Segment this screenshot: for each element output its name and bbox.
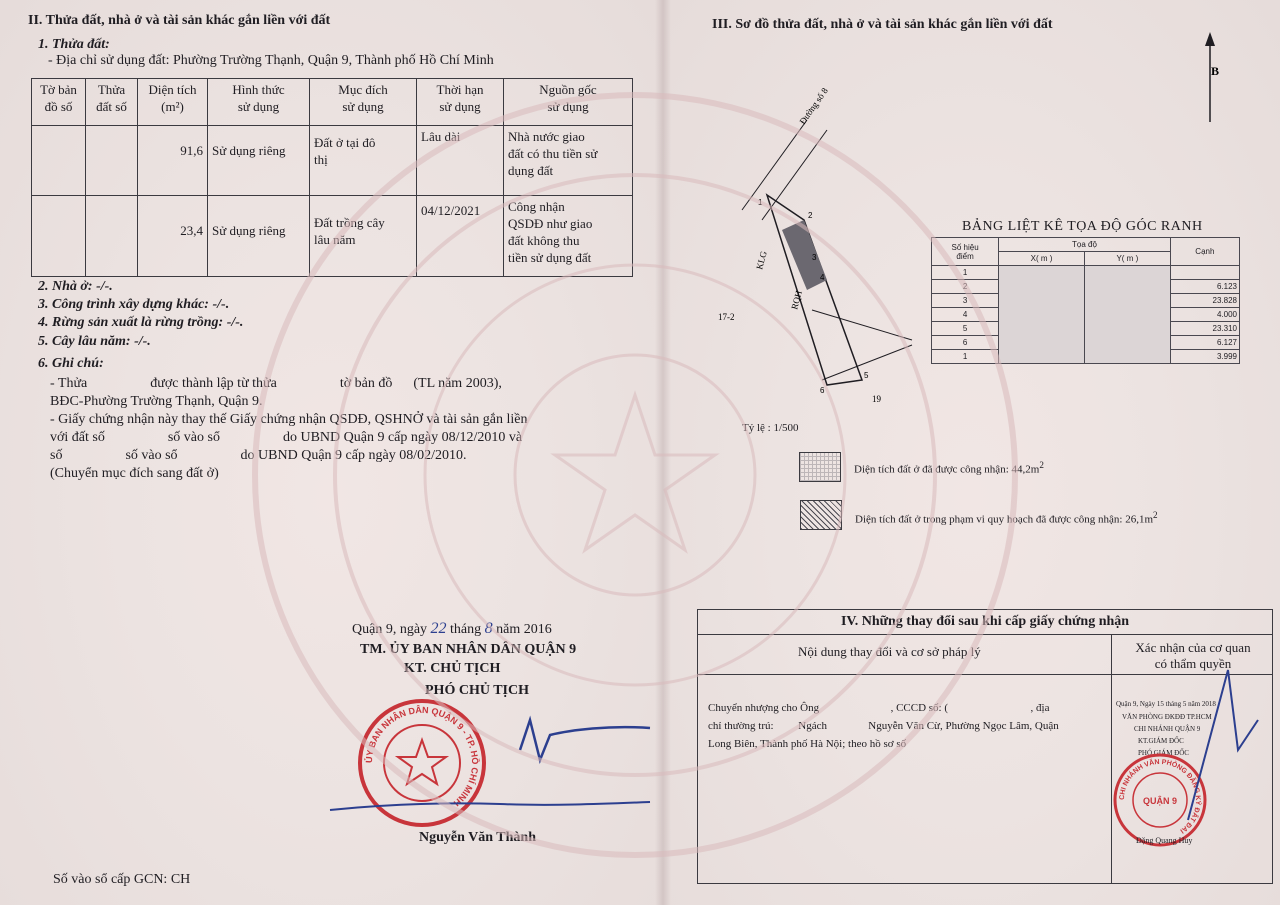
note-line: với đất số số vào sổ do UBND Quận 9 cấp ngày 08/12/2010 và xyxy=(50,430,523,445)
coord-table-title: BẢNG LIỆT KÊ TỌA ĐỘ GÓC RANH xyxy=(962,219,1203,234)
coord-header-y: Y( m ) xyxy=(1084,252,1170,266)
perennial-trees-item: 5. Cây lâu năm: -/-. xyxy=(38,334,151,349)
forest-item: 4. Rừng sản xuất là rừng trồng: -/-. xyxy=(38,315,244,330)
change-entry-line: Chuyển nhượng cho Ông , CCCD số: ( , địa xyxy=(708,702,1050,714)
coord-point: 3 xyxy=(932,294,999,308)
change-entry-line: Long Biên, Thành phố Hà Nội; theo hồ sơ số xyxy=(708,738,907,750)
table-row xyxy=(932,266,1240,280)
point-label: 3 xyxy=(812,253,817,262)
coord-point: 4 xyxy=(932,308,999,322)
page-fold xyxy=(655,0,671,905)
change-entry-line: chỉ thường trú: Ngách Nguyễn Văn Cừ, Phường Ngọc Lâm, Quận xyxy=(708,720,1059,732)
legend-swatch-hatch xyxy=(800,500,842,530)
cell-use-origin: Công nhận QSDĐ như giao đất không thu tiền sử dụng đất xyxy=(504,196,633,277)
table-row xyxy=(32,126,633,196)
cell-map-sheet xyxy=(32,126,86,196)
land-plot-heading: 1. Thửa đất: xyxy=(38,37,110,52)
header-area: Diện tích (m²) xyxy=(138,79,208,126)
land-table-header xyxy=(32,79,633,126)
coord-point: 5 xyxy=(932,322,999,336)
cell-use-purpose: Đất ở tại đô thị xyxy=(310,126,417,196)
note-line: - Giấy chứng nhận này thay thế Giấy chứng nhận QSDĐ, QSHNỞ và tài sản gắn liền xyxy=(50,412,528,427)
cell-area: 91,6 xyxy=(138,126,208,196)
cell-use-term: 04/12/2021 xyxy=(417,196,504,277)
notes-heading: 6. Ghi chú: xyxy=(38,356,104,371)
confirm-branch: CHI NHÁNH QUẬN 9 xyxy=(1134,725,1201,733)
coord-y-redacted xyxy=(1084,266,1170,364)
cell-area: 23,4 xyxy=(138,196,208,277)
coord-edge: 4.000 xyxy=(1170,308,1239,322)
coord-edge: 23.310 xyxy=(1170,322,1239,336)
legend-swatch-dots xyxy=(799,452,841,482)
point-label: 6 xyxy=(820,386,825,395)
cell-map-sheet xyxy=(32,196,86,277)
note-line: (Chuyển mục đích sang đất ở) xyxy=(50,466,219,481)
cell-use-purpose: Đất trồng cây lâu năm xyxy=(310,196,417,277)
header-use-form: Hình thức sử dụng xyxy=(208,79,310,126)
signature xyxy=(320,700,660,820)
confirm-title: PHÓ GIÁM ĐỐC xyxy=(1138,749,1189,757)
note-line: số số vào sổ do UBND Quận 9 cấp ngày 08/02/2010. xyxy=(50,448,467,463)
legend-recognized-area: Diện tích đất ở đã được công nhận: $44,2m^2$ xyxy=(854,460,1044,476)
header-plot-number: Thửa đất số xyxy=(86,79,138,126)
section-iii-title: III. Sơ đồ thửa đất, nhà ở và tài sản khác gắn liền với đất xyxy=(712,17,1053,32)
other-construction-item: 3. Công trình xây dựng khác: -/-. xyxy=(38,297,230,312)
note-line: - Thửa được thành lập từ thửa tờ bản đồ (TL năm 2003), xyxy=(50,376,502,391)
signer-org: TM. ỦY BAN NHÂN DÂN QUẬN 9 xyxy=(360,642,577,657)
point-label: 5 xyxy=(864,371,869,380)
section-ii-title: II. Thửa đất, nhà ở và tài sản khác gắn liền với đất xyxy=(28,13,331,28)
coord-table xyxy=(931,237,1240,364)
coord-edge: 6.127 xyxy=(1170,336,1239,350)
header-use-origin: Nguồn gốc sử dụng xyxy=(504,79,633,126)
coord-header-point: Số hiệu điểm xyxy=(932,238,999,266)
signer-name: Nguyễn Văn Thành xyxy=(419,830,536,845)
cell-plot-number xyxy=(86,126,138,196)
changes-col-confirm: Xác nhận của cơ quan có thẩm quyền xyxy=(1135,640,1251,671)
coord-edge: 6.123 xyxy=(1170,280,1239,294)
north-label: B xyxy=(1211,64,1220,78)
coord-header-edge: Cạnh xyxy=(1170,238,1239,266)
land-address: - Địa chỉ sử dụng đất: Phường Trường Thạnh, Quận 9, Thành phố Hồ Chí Minh xyxy=(48,53,494,68)
svg-text:ỦY BAN NHÂN DÂN QUẬN 9 - TP. H: ỦY BAN NHÂN DÂN QUẬN 9 - TP. HỒ CHÍ MINH xyxy=(363,704,481,809)
header-use-term: Thời hạn sử dụng xyxy=(417,79,504,126)
legend-planning-area: Diện tích đất ở trong phạm vi quy hoạch đã được công nhận: $26,1m^2$ xyxy=(855,510,1158,526)
cell-use-form: Sử dụng riêng xyxy=(208,196,310,277)
changes-title: IV. Những thay đổi sau khi cấp giấy chứng nhận xyxy=(698,610,1272,635)
coord-point: 1 xyxy=(932,350,999,364)
registry-number: Số vào sổ cấp GCN: CH xyxy=(53,872,191,887)
cell-use-term: Lâu dài xyxy=(417,126,504,196)
coord-edge xyxy=(1170,266,1239,280)
confirm-signature xyxy=(1168,660,1268,830)
plot-label: 17-2 xyxy=(718,312,735,322)
point-label: 1 xyxy=(758,198,763,207)
cell-use-form: Sử dụng riêng xyxy=(208,126,310,196)
note-line: BĐC-Phường Trường Thạnh, Quận 9. xyxy=(50,394,263,409)
changes-section xyxy=(697,609,1273,884)
coord-header-x: X( m ) xyxy=(999,252,1085,266)
coord-x-redacted xyxy=(999,266,1085,364)
coord-point: 6 xyxy=(932,336,999,350)
scale-label: Tỷ lệ : 1/500 xyxy=(742,422,799,434)
confirm-signer-name: Đặng Quang Huy xyxy=(1136,836,1193,845)
road-label: Đường số 8 xyxy=(797,85,830,127)
confirm-date: Quận 9, Ngày 15 tháng 5 năm 2018 xyxy=(1116,700,1216,708)
plot-label: 19 xyxy=(872,394,881,404)
coord-edge: 3.999 xyxy=(1170,350,1239,364)
plot-sketch xyxy=(712,85,932,410)
svg-text:CHI NHÁNH VĂN PHÒNG ĐĂNG KÝ ĐẤ: CHI NHÁNH VĂN PHÒNG ĐĂNG KÝ ĐẤT ĐAI xyxy=(1118,758,1202,835)
svg-text:QUẬN 9: QUẬN 9 xyxy=(1142,796,1178,806)
rqh-label: RQH xyxy=(789,289,804,311)
confirm-role: KT.GIÁM ĐỐC xyxy=(1138,737,1184,745)
header-use-purpose: Mục đích sử dụng xyxy=(310,79,417,126)
house-item: 2. Nhà ở: -/-. xyxy=(38,279,113,294)
signer-title: PHÓ CHỦ TỊCH xyxy=(425,683,529,698)
cell-use-origin: Nhà nước giao đất có thu tiền sử dụng đất xyxy=(504,126,633,196)
changes-col-content: Nội dung thay đổi và cơ sở pháp lý xyxy=(798,644,981,659)
table-row xyxy=(32,196,633,277)
header-map-sheet: Tờ bản đồ số xyxy=(32,79,86,126)
north-arrow-icon xyxy=(1198,30,1222,125)
klg-label: KLG xyxy=(754,250,769,271)
cell-plot-number xyxy=(86,196,138,277)
coord-edge: 23.828 xyxy=(1170,294,1239,308)
coord-point: 1 xyxy=(932,266,999,280)
coord-header-coords: Tọa độ xyxy=(999,238,1171,252)
coord-point: 2 xyxy=(932,280,999,294)
point-label: 4 xyxy=(820,273,825,282)
issue-date: Quận 9, ngày 22 tháng 8 năm 2016 xyxy=(352,620,552,637)
signer-role: KT. CHỦ TỊCH xyxy=(404,661,501,676)
point-label: 2 xyxy=(808,211,813,220)
confirm-office: VĂN PHÒNG ĐKĐĐ TP.HCM xyxy=(1122,713,1212,721)
land-table xyxy=(31,78,633,277)
